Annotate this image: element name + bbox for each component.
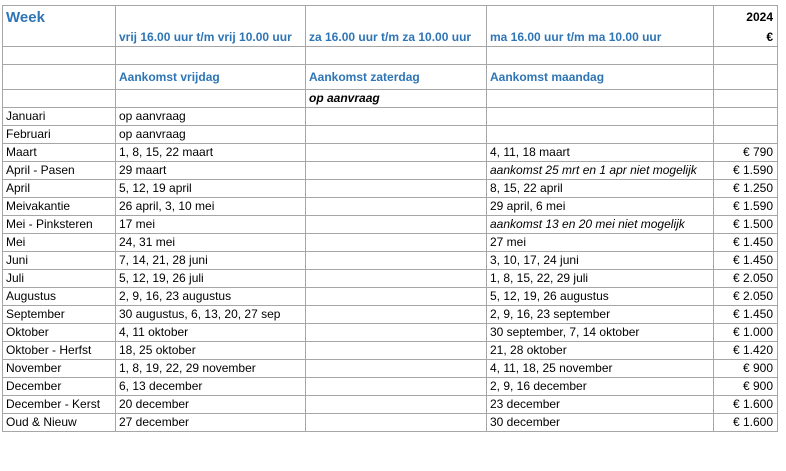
arrival-sat-cell[interactable] [306, 180, 487, 198]
arrival-sat-cell[interactable] [306, 324, 487, 342]
arrival-mon-cell[interactable]: 1, 8, 15, 22, 29 juli [487, 270, 714, 288]
arrival-sat-cell[interactable] [306, 396, 487, 414]
arrival-mon-cell[interactable]: aankomst 25 mrt en 1 apr niet mogelijk [487, 162, 714, 180]
cell[interactable] [116, 90, 306, 108]
arrival-mon-cell[interactable]: 30 september, 7, 14 oktober [487, 324, 714, 342]
arrival-sat-cell[interactable] [306, 216, 487, 234]
cell[interactable] [3, 47, 116, 65]
currency-header[interactable]: € [714, 29, 778, 47]
period-cell[interactable]: Februari [3, 126, 116, 144]
period-cell[interactable]: Meivakantie [3, 198, 116, 216]
price-cell[interactable]: € 1.420 [714, 342, 778, 360]
table-row [3, 324, 778, 342]
table-row [3, 342, 778, 360]
table-row [3, 144, 778, 162]
year-header[interactable]: 2024 [714, 6, 778, 30]
table-row [3, 360, 778, 378]
price-cell[interactable]: € 790 [714, 144, 778, 162]
table-row [3, 180, 778, 198]
arrival-sat-cell[interactable] [306, 198, 487, 216]
header-row-2 [3, 29, 778, 47]
cell[interactable] [306, 6, 487, 30]
sat-note[interactable]: op aanvraag [306, 90, 487, 108]
arrival-sat-cell[interactable] [306, 414, 487, 432]
period-fri-header[interactable]: vrij 16.00 uur t/m vrij 10.00 uur [116, 29, 306, 47]
price-cell[interactable]: € 1.450 [714, 306, 778, 324]
price-cell[interactable]: € 1.450 [714, 234, 778, 252]
period-cell[interactable]: Oud & Nieuw [3, 414, 116, 432]
period-cell[interactable]: Mei [3, 234, 116, 252]
cell[interactable] [487, 90, 714, 108]
arrival-mon-cell[interactable]: 23 december [487, 396, 714, 414]
arrival-sat-cell[interactable] [306, 306, 487, 324]
arrival-fri-cell[interactable]: 18, 25 oktober [116, 342, 306, 360]
arrival-mon-cell[interactable] [487, 108, 714, 126]
price-cell[interactable]: € 1.590 [714, 198, 778, 216]
cell[interactable] [116, 47, 306, 65]
arrival-fri-cell[interactable]: 29 maart [116, 162, 306, 180]
period-cell[interactable]: Juli [3, 270, 116, 288]
arrival-sat-cell[interactable] [306, 342, 487, 360]
table-row [3, 288, 778, 306]
arrival-mon-cell[interactable]: 8, 15, 22 april [487, 180, 714, 198]
period-cell[interactable]: April - Pasen [3, 162, 116, 180]
arrival-mon-cell[interactable]: 4, 11, 18 maart [487, 144, 714, 162]
arrival-sat-cell[interactable] [306, 162, 487, 180]
period-cell[interactable]: Januari [3, 108, 116, 126]
arrival-mon-cell[interactable]: 29 april, 6 mei [487, 198, 714, 216]
period-cell[interactable]: September [3, 306, 116, 324]
arrival-mon-cell[interactable]: 5, 12, 19, 26 augustus [487, 288, 714, 306]
week-header[interactable]: Week [3, 6, 116, 30]
table-row [3, 198, 778, 216]
price-table [2, 5, 778, 432]
cell[interactable] [487, 47, 714, 65]
period-mon-header[interactable]: ma 16.00 uur t/m ma 10.00 uur [487, 29, 714, 47]
arrival-sat-cell[interactable] [306, 270, 487, 288]
spacer-row [3, 47, 778, 65]
cell[interactable] [714, 47, 778, 65]
period-cell[interactable]: Oktober [3, 324, 116, 342]
arrival-mon-cell[interactable]: 21, 28 oktober [487, 342, 714, 360]
arrival-mon-cell[interactable]: 4, 11, 18, 25 november [487, 360, 714, 378]
cell[interactable] [306, 47, 487, 65]
arrival-mon-cell[interactable]: aankomst 13 en 20 mei niet mogelijk [487, 216, 714, 234]
arrival-sat-cell[interactable] [306, 252, 487, 270]
arrival-fri-cell[interactable]: 5, 12, 19 april [116, 180, 306, 198]
price-cell[interactable]: € 1.000 [714, 324, 778, 342]
cell[interactable] [3, 65, 116, 90]
arrival-fri-cell[interactable]: op aanvraag [116, 126, 306, 144]
price-cell[interactable] [714, 108, 778, 126]
arrival-fri-cell[interactable]: 5, 12, 19, 26 juli [116, 270, 306, 288]
arrival-sat-cell[interactable] [306, 126, 487, 144]
period-cell[interactable]: Juni [3, 252, 116, 270]
table-row [3, 216, 778, 234]
table-row [3, 126, 778, 144]
arrival-fri-cell[interactable]: 26 april, 3, 10 mei [116, 198, 306, 216]
cell[interactable] [3, 90, 116, 108]
arrival-mon-cell[interactable]: 30 december [487, 414, 714, 432]
period-cell[interactable]: Maart [3, 144, 116, 162]
arrival-fri-cell[interactable]: 1, 8, 19, 22, 29 november [116, 360, 306, 378]
table-row [3, 252, 778, 270]
period-cell[interactable]: April [3, 180, 116, 198]
arrival-fri-cell[interactable]: 1, 8, 15, 22 maart [116, 144, 306, 162]
cell[interactable] [714, 65, 778, 90]
arrival-fri-cell[interactable]: 6, 13 december [116, 378, 306, 396]
arrival-fri-cell[interactable]: 4, 11 oktober [116, 324, 306, 342]
price-cell[interactable]: € 1.250 [714, 180, 778, 198]
arrival-mon-cell[interactable]: 27 mei [487, 234, 714, 252]
cell[interactable] [116, 6, 306, 30]
table-row [3, 306, 778, 324]
price-cell[interactable]: € 1.590 [714, 162, 778, 180]
arrival-sat-cell[interactable] [306, 108, 487, 126]
price-cell[interactable]: € 2.050 [714, 288, 778, 306]
header-row-1 [3, 6, 778, 30]
arrival-mon-cell[interactable] [487, 126, 714, 144]
arrival-fri-header[interactable]: Aankomst vrijdag [116, 65, 306, 90]
arrival-sat-cell[interactable] [306, 234, 487, 252]
price-cell[interactable]: € 900 [714, 378, 778, 396]
period-cell[interactable]: December [3, 378, 116, 396]
arrival-sat-cell[interactable] [306, 144, 487, 162]
note-row [3, 90, 778, 108]
period-sat-header[interactable]: za 16.00 uur t/m za 10.00 uur [306, 29, 487, 47]
price-cell[interactable]: € 1.600 [714, 396, 778, 414]
period-cell[interactable]: Augustus [3, 288, 116, 306]
arrival-sat-cell[interactable] [306, 360, 487, 378]
cell[interactable] [487, 6, 714, 30]
arrival-fri-cell[interactable]: 27 december [116, 414, 306, 432]
arrival-sat-cell[interactable] [306, 378, 487, 396]
arrival-mon-cell[interactable]: 2, 9, 16 december [487, 378, 714, 396]
table-row [3, 414, 778, 432]
table-row [3, 108, 778, 126]
arrival-fri-cell[interactable]: 24, 31 mei [116, 234, 306, 252]
price-cell[interactable]: € 2.050 [714, 270, 778, 288]
table-row [3, 396, 778, 414]
cell[interactable] [714, 90, 778, 108]
price-cell[interactable] [714, 126, 778, 144]
table-row [3, 162, 778, 180]
arrival-fri-cell[interactable]: 2, 9, 16, 23 augustus [116, 288, 306, 306]
table-row [3, 234, 778, 252]
arrival-fri-cell[interactable]: 7, 14, 21, 28 juni [116, 252, 306, 270]
price-cell[interactable]: € 1.600 [714, 414, 778, 432]
arrival-mon-cell[interactable]: 3, 10, 17, 24 juni [487, 252, 714, 270]
arrival-sat-header[interactable]: Aankomst zaterdag [306, 65, 487, 90]
arrival-mon-cell[interactable]: 2, 9, 16, 23 september [487, 306, 714, 324]
period-cell[interactable]: November [3, 360, 116, 378]
arrival-header-row [3, 65, 778, 90]
price-cell[interactable]: € 1.500 [714, 216, 778, 234]
arrival-mon-header[interactable]: Aankomst maandag [487, 65, 714, 90]
arrival-sat-cell[interactable] [306, 288, 487, 306]
arrival-fri-cell[interactable]: 30 augustus, 6, 13, 20, 27 sep [116, 306, 306, 324]
arrival-fri-cell[interactable]: op aanvraag [116, 108, 306, 126]
price-cell[interactable]: € 1.450 [714, 252, 778, 270]
arrival-fri-cell[interactable]: 17 mei [116, 216, 306, 234]
cell[interactable] [3, 29, 116, 47]
table-row [3, 378, 778, 396]
price-cell[interactable]: € 900 [714, 360, 778, 378]
period-cell[interactable]: December - Kerst [3, 396, 116, 414]
table-row [3, 270, 778, 288]
arrival-fri-cell[interactable]: 20 december [116, 396, 306, 414]
period-cell[interactable]: Mei - Pinksteren [3, 216, 116, 234]
period-cell[interactable]: Oktober - Herfst [3, 342, 116, 360]
